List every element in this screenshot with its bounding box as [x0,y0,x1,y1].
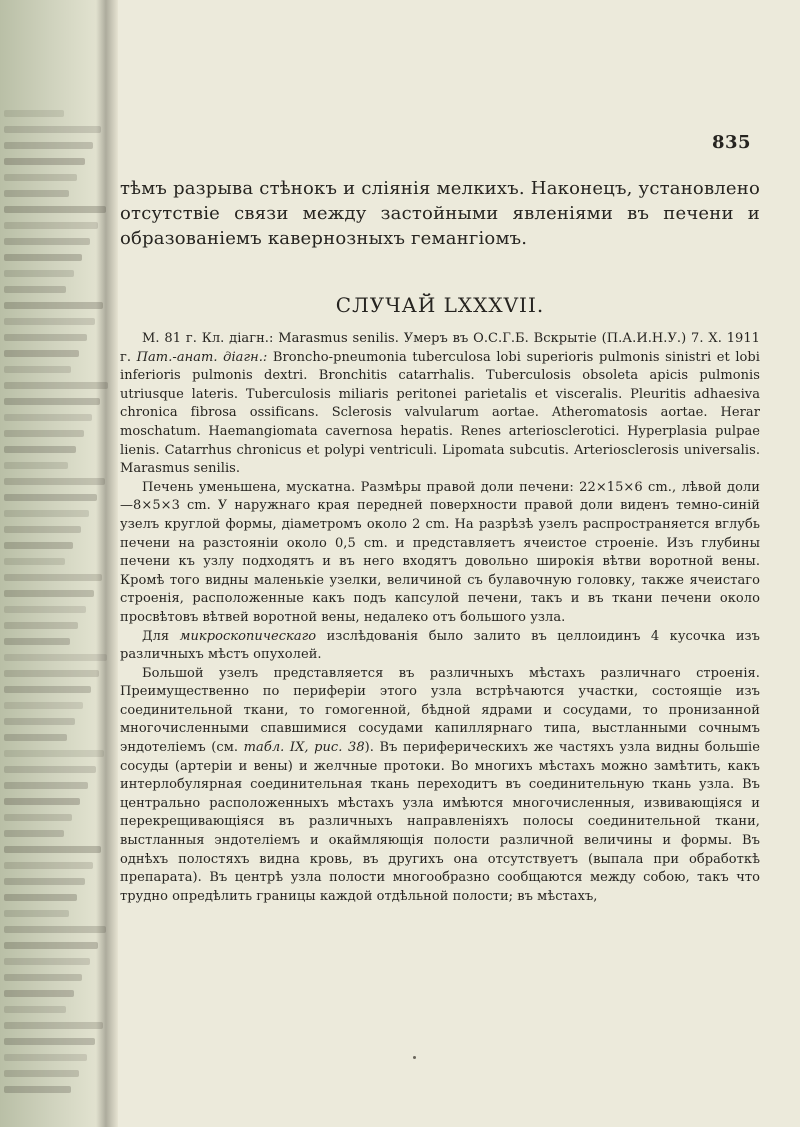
bleed-through-line [4,254,82,261]
book-binding-shadow [96,0,118,1127]
bleed-through-line [4,414,92,421]
paragraph-node-part1: Большой узелъ представляется въ различныхъ мѣстахъ различнаго строенія. Преимущественно по периферіи этого узла встрѣчаются участки, состоящіе изъ соединительной ткани, то гомогенной, бѣдной ядрами и сосудами, то пронизанной многочисленными спавшимися сосудами капиллярнаго типа, выстланными сочнымъ эндотеліемъ (см. [120,665,760,756]
paragraph-node-part2: ). Въ периферическихъ же частяхъ узла видны большіе сосуды (артеріи и вены) и желчные протоки. Во многихъ мѣстахъ можно замѣтить, какъ интерлобулярная соединительная ткань переходитъ въ соединительную ткань узла. Въ центрально расположенныхъ мѣстахъ узла имѣются многочисленныя, извивающіяся и перекрещивающіяся въ различныхъ направленіяхъ полосы соединительной ткани, выстланныя эндотеліемъ и окаймляющія полости различной величины и формы. Въ однѣхъ полостяхъ видна кровь, въ другихъ она отсутствуетъ (выпала при обработкѣ препарата). Въ центрѣ узла полости многообразно сообщаются между собою, такъ что трудно опредѣлить границы каждой отдѣльной полости; въ мѣстахъ, [120,740,760,904]
bleed-through-line [4,1086,71,1093]
bleed-through-line [4,110,64,117]
bleed-through-line [4,862,93,869]
bleed-through-line [4,430,84,437]
bleed-through-line [4,590,94,597]
bleed-through-line [4,702,83,709]
diagnosis-text: Bronchо-pneumonia tuberculosa lobi superioris pulmonis sinistri et lobi inferioris pulmonis dextri. Bronchitis catarrhalis. Tuberculosis obsoleta apicis pulmonis utriusque lateris. Tuberculosis miliaris peritonei parietalis et visceralis. Pleuritis adhaesiva chronica fibrosa ossificans. Sclerosis valvularum aortae. Atheromatosis aortae. Herar moschatum. Haemangiomata cavernosa hepatis. Renes arteriosclerotici. Hyperplasia pulpae lienis. Catarrhus chronicus et polypi ventriculi. Lipomata subcutis. Arteriosclerosis universalis. Marasmus senilis. [120,349,760,477]
bleed-through-line [4,686,91,693]
bleed-through-line [4,190,69,197]
bleed-through-line [4,286,66,293]
bleed-through-line [4,798,80,805]
bleed-through-line [4,910,69,917]
diagnosis-label: Пат.-анат. діагн.: [136,349,268,365]
case-heading: СЛУЧАЙ LXXXVII. [335,293,545,317]
emphasized-word: микроскопическаго [179,628,317,644]
bleed-through-line [4,206,106,213]
bleed-through-line [4,142,93,149]
bleed-through-line [4,894,77,901]
bleed-through-line [4,766,96,773]
bleed-through-line [4,750,104,757]
bleed-through-line [4,622,78,629]
bleed-through-line [4,270,74,277]
bleed-through-line [4,830,64,837]
paragraph-microscopy [120,628,760,665]
paragraph-microscopy-after: изслѣдованія было залито въ целлоидинъ 4 кусочка изъ различныхъ мѣстъ опухолей. [120,628,760,663]
paragraph-liver: Печень уменьшена, мускатна. Размѣры правой доли печени: 22×15×6 cm., лѣвой доли—8×5×3 cm. У наружнаго края передней поверхности правой доли виденъ темно-синій узелъ круглой формы, діаметромъ около 2 cm. На разрѣзѣ узелъ распространяется вглубь печени на разстояніи около 0,5 cm. и представляетъ ячеистое строеніе. Изъ глубины печени къ узлу подходятъ и въ него входятъ довольно широкія вѣтви воротной вены. Кромѣ того видны маленькіе узелки, величиной съ булавочную головку, также ячеистаго строенія, расположенные какъ подъ капсулой печени, такъ и въ ткани печени около просвѣтовъ вѣтвей воротной вены, недалеко отъ большого узла. [120,479,760,625]
bleed-through-line [4,382,108,389]
bleed-through-line [4,350,79,357]
bleed-through-line [4,526,81,533]
bleed-through-line [4,510,89,517]
paragraph-microscopy-before: Для [142,628,180,644]
bleed-through-line [4,606,86,613]
bleed-through-line [4,398,100,405]
bleed-through-line [4,126,101,133]
bleed-through-line [4,814,72,821]
bleed-through-line [4,670,99,677]
bleed-through-line [4,334,87,341]
bleed-through-line [4,990,74,997]
paper-speck [413,1056,416,1059]
bleed-through-line [4,302,103,309]
case-header-line [120,330,760,479]
bleed-through-line [4,446,76,453]
bleed-through-line [4,494,97,501]
bleed-through-line [4,958,90,965]
bleed-through-line [4,174,77,181]
table-reference: табл. IX, рис. 38 [243,740,365,756]
bleed-through-line [4,238,90,245]
bleed-through-line [4,718,75,725]
bleed-through-line [4,926,106,933]
bleed-through-line [4,542,73,549]
bleed-through-line [4,846,101,853]
bleed-through-line [4,1070,79,1077]
bleed-through-line [4,158,85,165]
bleed-through-line [4,318,95,325]
lead-paragraph: тѣмъ разрыва стѣнокъ и сліянія мелкихъ. Наконецъ, установлено отсутствіе связи между застойными явленіями въ печени и образованіемъ кавернозныхъ гемангіомъ. [120,178,760,249]
paragraph-node-structure [120,665,760,907]
bleed-through-line [4,942,98,949]
page-number: 835 [712,132,752,153]
bleed-through-line [4,478,105,485]
bleed-through-line [4,1022,103,1029]
bleed-through-line [4,654,107,661]
case-meta: М. 81 г. Кл. діагн.: Marasmus senilis. Умеръ въ О.С.Г.Б. Вскрытіе (П.А.И.Н.У.) 7. X. 1911 г. [120,331,760,365]
bleed-through-line [4,1054,87,1061]
bleed-through-line [4,462,68,469]
case-body [120,330,760,906]
bleed-through-line [4,734,67,741]
bleed-through-line [4,1006,66,1013]
bleed-through-line [4,574,102,581]
bleed-through-line [4,558,65,565]
bleed-through-line [4,366,71,373]
bleed-through-line [4,638,70,645]
bleed-through-line [4,782,88,789]
bleed-through-line [4,878,85,885]
bleed-through-line [4,974,82,981]
bleed-through-line [4,222,98,229]
bleed-through-line [4,1038,95,1045]
